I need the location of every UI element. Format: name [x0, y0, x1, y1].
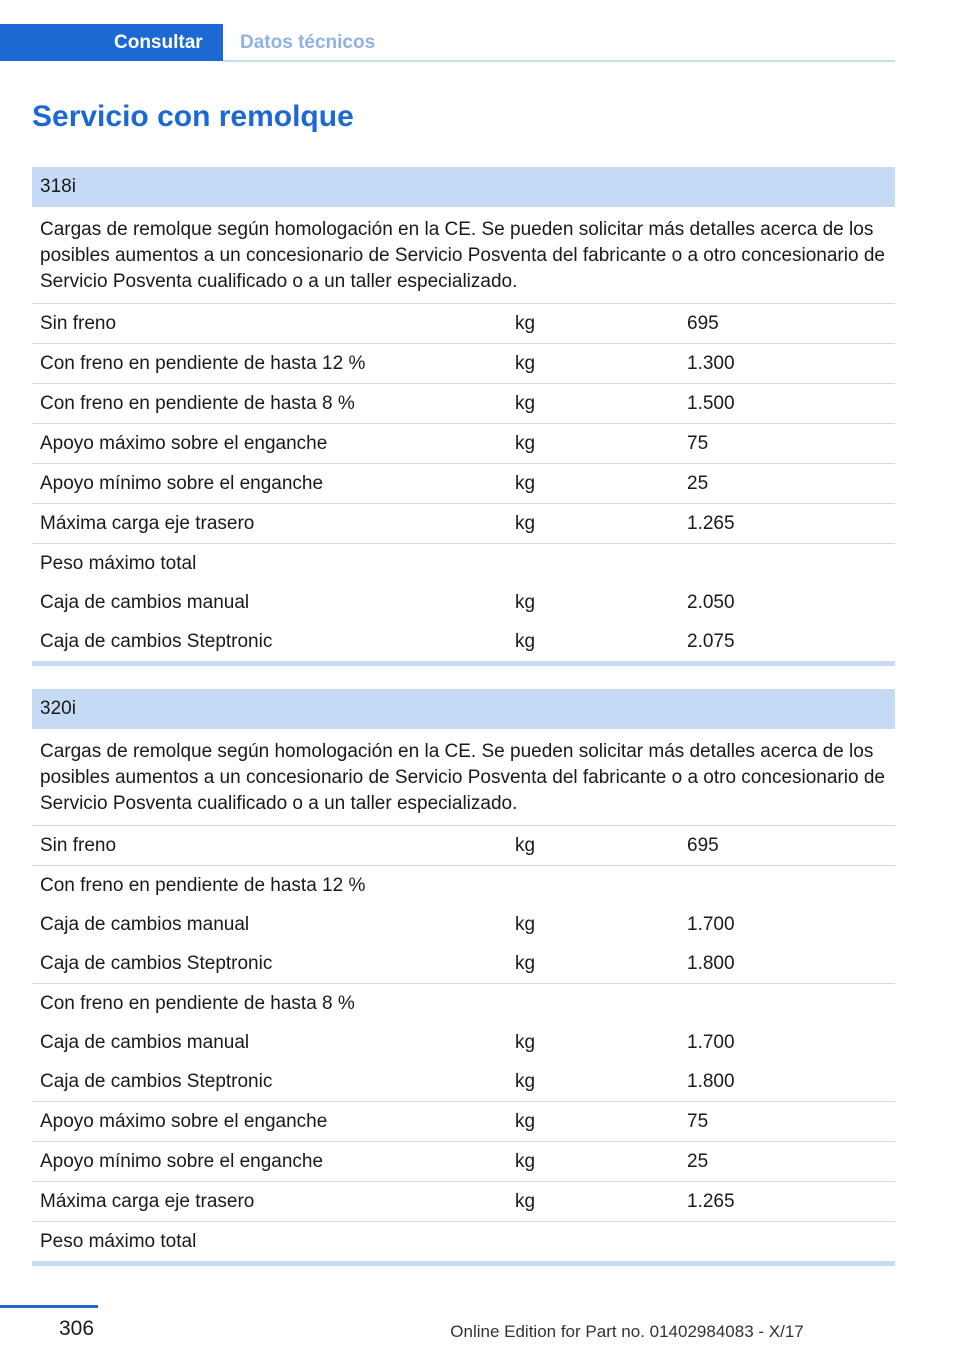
row-label: Peso máximo total [40, 553, 197, 574]
table-end-rule [32, 1261, 895, 1266]
table-row [32, 1142, 895, 1182]
row-value: 25 [687, 473, 709, 494]
row-value [687, 866, 895, 905]
row-unit: kg [515, 313, 536, 334]
table-row [32, 1222, 895, 1261]
row-label: Caja de cambios manual [40, 592, 250, 613]
row-unit: kg [515, 1191, 536, 1212]
model-header: 318i [32, 167, 895, 207]
row-label: Caja de cambios Steptronic [40, 631, 273, 652]
row-unit: kg [515, 513, 536, 534]
tab-datos-tecnicos[interactable]: Datos técnicos [240, 32, 376, 53]
row-value: 695 [687, 313, 719, 334]
table-row [32, 544, 895, 583]
table-row [32, 344, 895, 384]
row-label: Máxima carga eje trasero [40, 513, 255, 534]
row-unit: kg [515, 953, 536, 974]
row-label: Caja de cambios Steptronic [40, 1071, 273, 1092]
row-label: Caja de cambios Steptronic [40, 953, 273, 974]
row-label: Apoyo máximo sobre el enganche [40, 433, 328, 454]
row-value: 25 [687, 1151, 709, 1172]
row-value [687, 984, 895, 1023]
table-end-rule [32, 661, 895, 666]
row-label: Con freno en pendiente de hasta 12 % [40, 875, 366, 896]
row-label: Apoyo mínimo sobre el enganche [40, 1151, 324, 1172]
footer-divider [0, 1305, 98, 1308]
row-unit: kg [515, 1151, 536, 1172]
row-label: Apoyo mínimo sobre el enganche [40, 473, 324, 494]
table-row [32, 464, 895, 504]
table-row [32, 866, 895, 905]
row-label: Con freno en pendiente de hasta 12 % [40, 353, 366, 374]
table-row [32, 622, 895, 661]
row-unit: kg [515, 473, 536, 494]
row-value: 75 [687, 1111, 709, 1132]
row-unit [515, 1222, 687, 1261]
model-header: 320i [32, 689, 895, 729]
table-row [32, 424, 895, 464]
row-value: 2.075 [687, 631, 735, 652]
row-value [687, 544, 895, 583]
table-row [32, 1102, 895, 1142]
header-divider [223, 60, 895, 62]
table-row [32, 944, 895, 984]
row-unit: kg [515, 592, 536, 613]
table-row [32, 905, 895, 944]
spec-table-320i [32, 689, 895, 1266]
page-number: 306 [59, 1317, 95, 1340]
row-unit: kg [515, 1032, 536, 1053]
table-row [32, 384, 895, 424]
table-row [32, 1023, 895, 1062]
row-value: 695 [687, 835, 719, 856]
row-value [687, 1222, 895, 1261]
row-value: 1.265 [687, 513, 735, 534]
row-unit [515, 984, 687, 1023]
row-label: Sin freno [40, 313, 117, 334]
row-unit: kg [515, 631, 536, 652]
row-unit [515, 866, 687, 905]
row-unit: kg [515, 393, 536, 414]
table-row [32, 304, 895, 344]
row-unit: kg [515, 914, 536, 935]
row-label: Con freno en pendiente de hasta 8 % [40, 993, 355, 1014]
row-value: 2.050 [687, 592, 735, 613]
tab-consultar[interactable]: Consultar [0, 24, 223, 61]
table-row [32, 826, 895, 866]
table-row [32, 984, 895, 1023]
row-label: Peso máximo total [40, 1231, 197, 1252]
row-value: 75 [687, 433, 709, 454]
table-row [32, 1062, 895, 1102]
row-label: Sin freno [40, 835, 117, 856]
row-label: Máxima carga eje trasero [40, 1191, 255, 1212]
row-label: Caja de cambios manual [40, 1032, 250, 1053]
row-value: 1.800 [687, 1071, 735, 1092]
table-row [32, 504, 895, 544]
spec-table-318i [32, 167, 895, 666]
row-unit: kg [515, 433, 536, 454]
row-label: Apoyo máximo sobre el enganche [40, 1111, 328, 1132]
row-unit: kg [515, 1111, 536, 1132]
row-unit: kg [515, 1071, 536, 1092]
row-value: 1.700 [687, 914, 735, 935]
row-unit [515, 544, 687, 583]
row-label: Caja de cambios manual [40, 914, 250, 935]
table-row [32, 1182, 895, 1222]
page-title: Servicio con remolque [32, 100, 354, 133]
table-note: Cargas de remolque según homologación en la CE. Se pueden solicitar más detalles acerca de los posibles aumentos a un concesionario de Servicio Posventa del fabricante o a otro concesionario de Servicio Posventa cualificado o a un taller especializado. [32, 207, 895, 304]
row-unit: kg [515, 353, 536, 374]
row-unit: kg [515, 835, 536, 856]
row-value: 1.700 [687, 1032, 735, 1053]
table-note: Cargas de remolque según homologación en la CE. Se pueden solicitar más detalles acerca de los posibles aumentos a un concesionario de Servicio Posventa del fabricante o a otro concesionario de Servicio Posventa cualificado o a un taller especializado. [32, 729, 895, 826]
edition-note: Online Edition for Part no. 01402984083 - X/17 [450, 1322, 804, 1341]
row-value: 1.500 [687, 393, 735, 414]
row-value: 1.800 [687, 953, 735, 974]
row-value: 1.300 [687, 353, 735, 374]
table-row [32, 583, 895, 622]
row-label: Con freno en pendiente de hasta 8 % [40, 393, 355, 414]
row-value: 1.265 [687, 1191, 735, 1212]
